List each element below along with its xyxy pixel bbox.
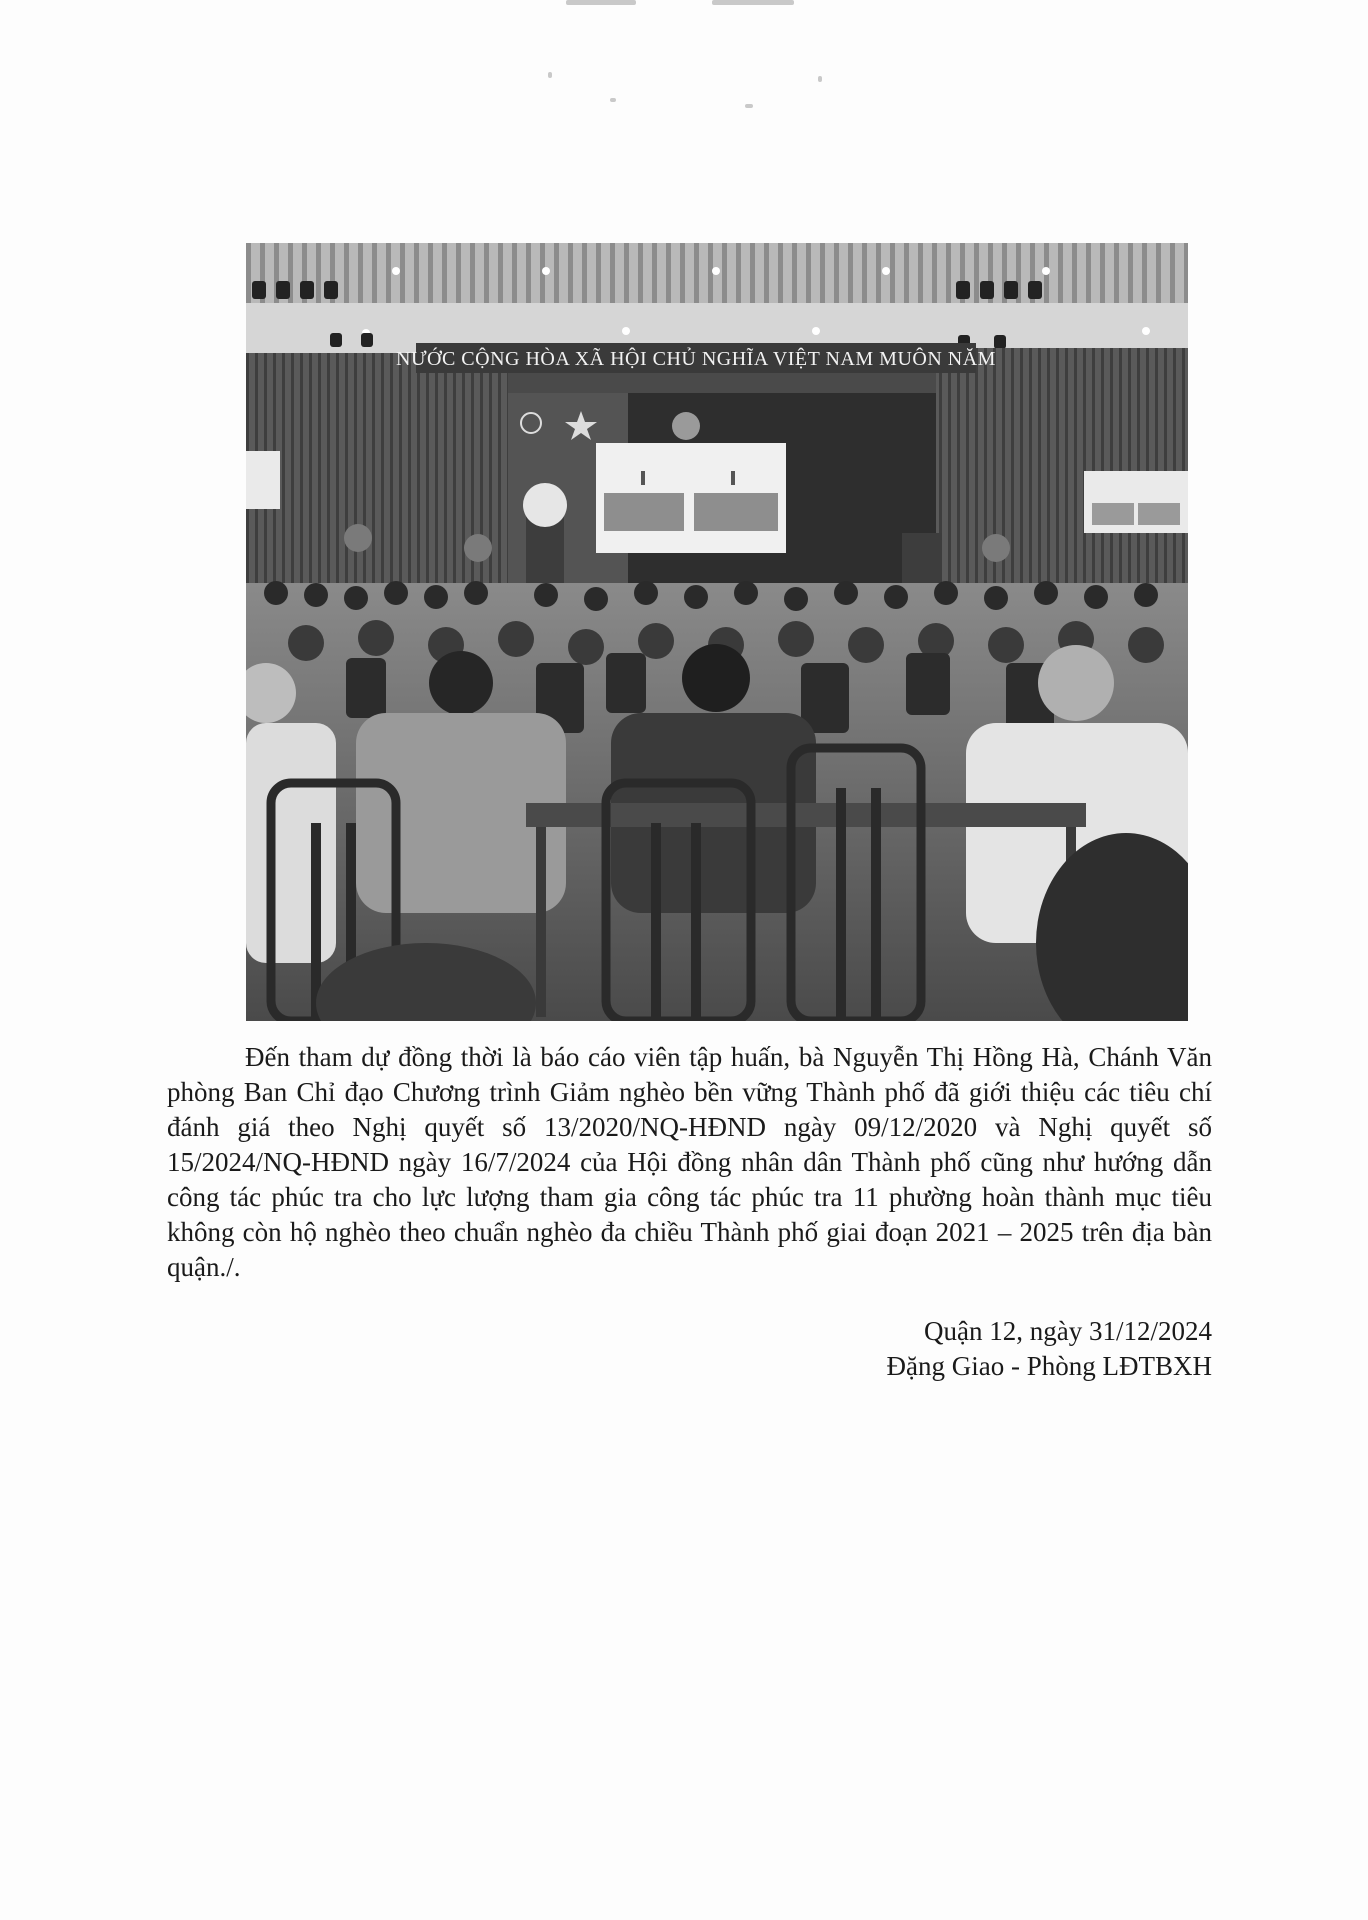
scan-artifact [566, 0, 636, 5]
signoff-block [887, 1314, 1212, 1384]
scan-artifact [818, 76, 822, 82]
scan-artifact [745, 104, 753, 108]
author-line: Đặng Giao - Phòng LĐTBXH [886, 1351, 1212, 1381]
scan-artifact [610, 98, 616, 102]
scan-artifact [712, 0, 794, 5]
scan-artifact [548, 72, 552, 78]
banner-text: NƯỚC CỘNG HÒA XÃ HỘI CHỦ NGHĨA VIỆT NAM MUÔN NĂM [396, 348, 996, 370]
conference-photo [246, 243, 1188, 1021]
body-paragraph: Đến tham dự đồng thời là báo cáo viên tập huấn, bà Nguyễn Thị Hồng Hà, Chánh Văn phòng Ban Chỉ đạo Chương trình Giảm nghèo bền vững Thành phố đã giới thiệu các tiêu chí đánh giá theo Nghị quyết số 13/2020/NQ-HĐND ngày 09/12/2020 và Nghị quyết số 15/2024/NQ-HĐND ngày 16/7/2024 của Hội đồng nhân dân Thành phố cũng như hướng dẫn công tác phúc tra cho lực lượng tham gia công tác phúc tra 11 phường hoàn thành mục tiêu không còn hộ nghèo theo chuẩn nghèo đa chiều Thành phố giai đoạn 2021 – 2025 trên địa bàn quận./. [167, 1042, 1212, 1282]
place-date: Quận 12, ngày 31/12/2024 [924, 1316, 1212, 1346]
